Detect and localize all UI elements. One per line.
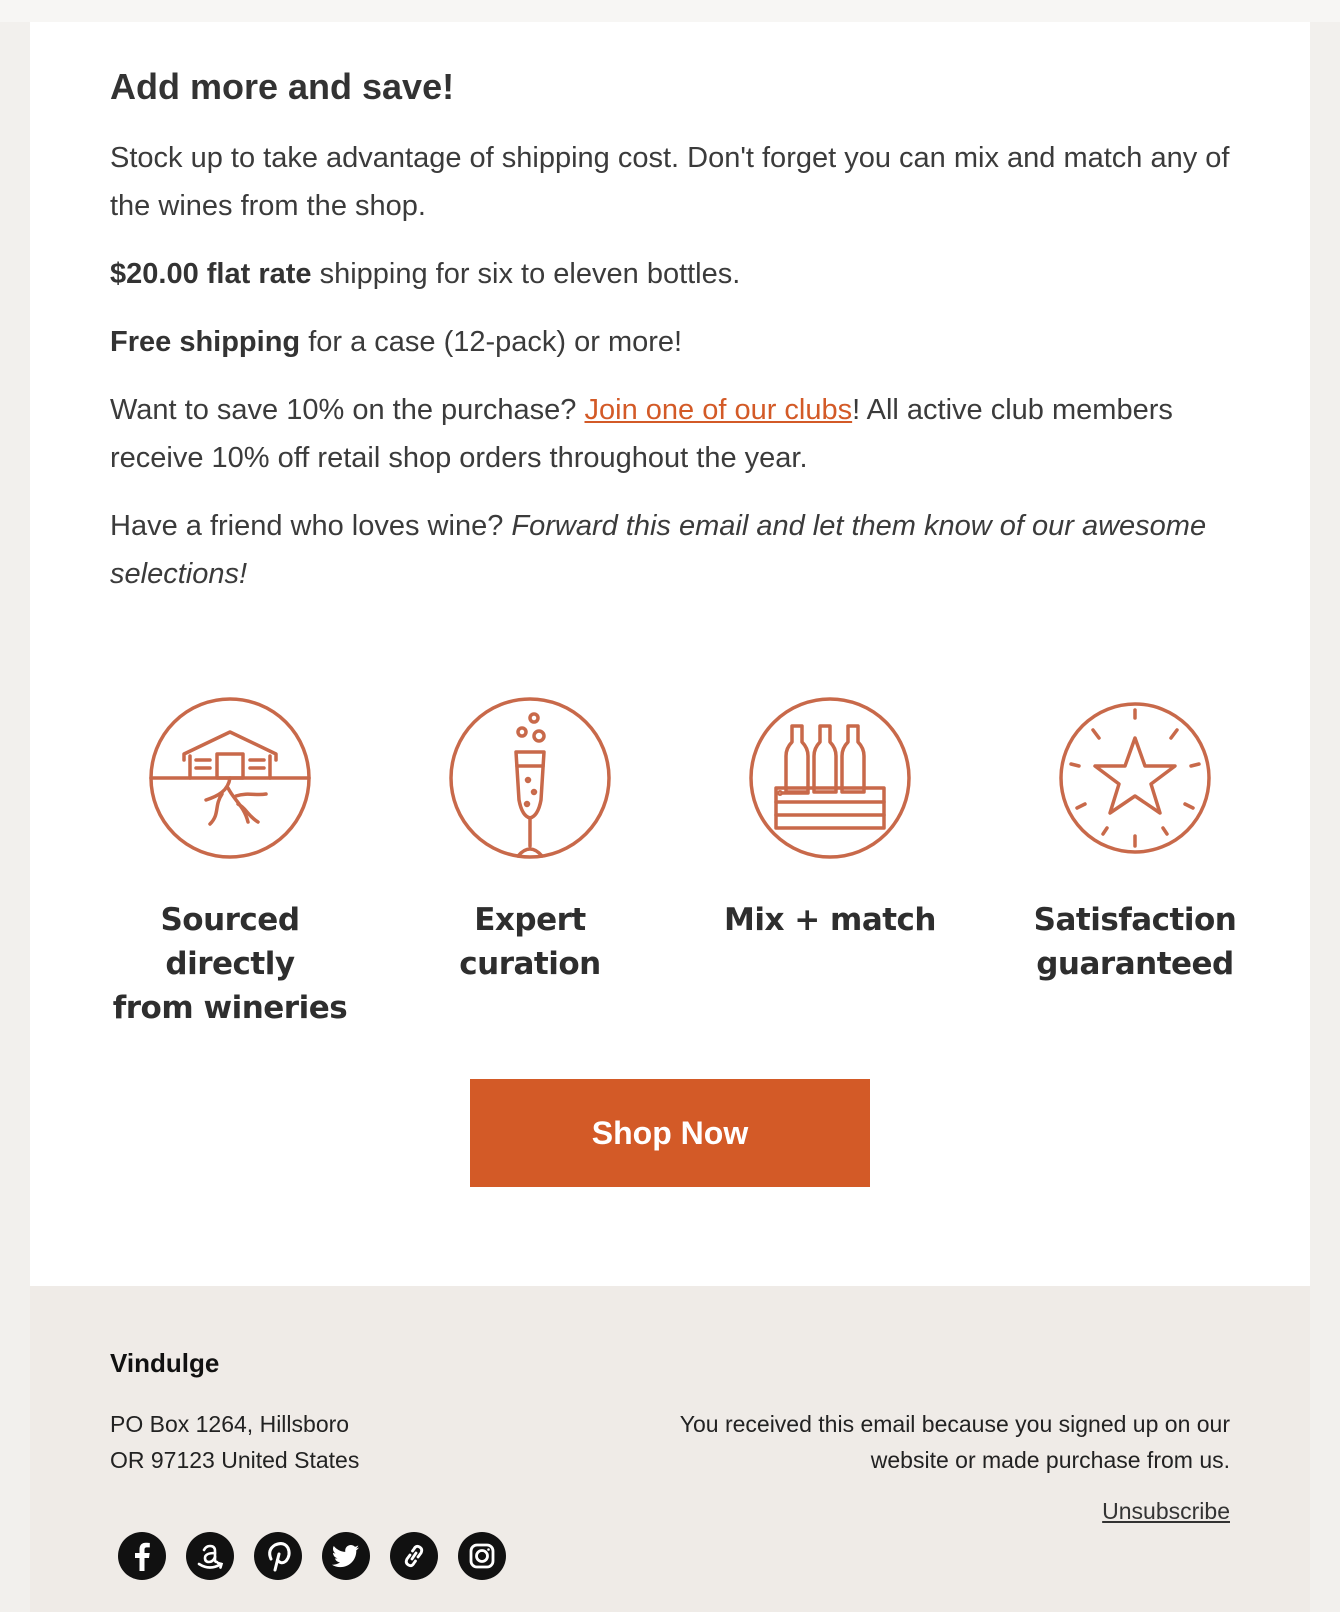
unsubscribe-link[interactable]: Unsubscribe	[1102, 1498, 1230, 1524]
amazon-icon[interactable]	[186, 1532, 234, 1580]
feature-label-line2: guaranteed	[1036, 946, 1234, 982]
clubs-post: ! All active club members receive 10% off retail shop orders throughout the year.	[110, 394, 1173, 474]
instagram-icon[interactable]	[458, 1532, 506, 1580]
flat-rate-text: shipping for six to eleven bottles.	[311, 258, 741, 290]
forward-pre: Have a friend who loves wine?	[110, 510, 512, 542]
feature-label	[410, 898, 650, 986]
winery-icon	[148, 696, 312, 860]
facebook-icon[interactable]	[118, 1532, 166, 1580]
address-line2: OR 97123 United States	[110, 1447, 360, 1473]
feature-guarantee	[1015, 696, 1255, 986]
feature-label	[110, 898, 350, 1030]
feature-label	[1015, 898, 1255, 986]
footer-brand: Vindulge	[110, 1348, 220, 1378]
champagne-icon	[448, 696, 612, 860]
address-line1: PO Box 1264, Hillsboro	[110, 1411, 350, 1437]
star-icon	[1053, 696, 1217, 860]
top-strip	[0, 0, 1340, 22]
footer	[30, 1286, 1310, 1612]
free-shipping-paragraph	[110, 318, 1230, 366]
feature-label-line1: Expert curation	[459, 902, 601, 982]
free-shipping-text: for a case (12-pack) or more!	[300, 326, 683, 358]
pinterest-icon[interactable]	[254, 1532, 302, 1580]
free-shipping-bold: Free shipping	[110, 326, 301, 358]
wine-crate-icon	[748, 696, 912, 860]
feature-label-line2: from wineries	[112, 990, 348, 1026]
footer-notice	[670, 1406, 1230, 1478]
clubs-pre: Want to save 10% on the purchase?	[110, 394, 585, 426]
feature-label-line1: Sourced directly	[160, 902, 300, 982]
notice-line2: website or made purchase from us.	[870, 1447, 1230, 1473]
feature-mix	[710, 696, 950, 942]
clubs-paragraph	[110, 386, 1230, 482]
email-card	[30, 22, 1310, 1286]
intro-paragraph: Stock up to take advantage of shipping cost. Don't forget you can mix and match any of the wines from the shop.	[110, 142, 1230, 222]
join-clubs-link[interactable]: Join one of our clubs	[584, 394, 853, 426]
twitter-icon[interactable]	[322, 1532, 370, 1580]
social-links	[118, 1532, 506, 1580]
link-icon[interactable]	[390, 1532, 438, 1580]
forward-italic: Forward this email and let them know of our awesome selections!	[110, 510, 1207, 590]
page-title: Add more and save!	[110, 66, 455, 107]
flat-rate-paragraph	[110, 250, 1230, 298]
feature-label-line1: Mix + match	[723, 902, 936, 938]
feature-sourced	[110, 696, 350, 1030]
feature-label-line1: Satisfaction	[1033, 902, 1237, 938]
shop-now-button[interactable]: Shop Now	[470, 1079, 870, 1187]
footer-address	[110, 1406, 359, 1478]
feature-curation	[410, 696, 650, 986]
notice-line1: You received this email because you signed up on our	[679, 1411, 1230, 1437]
feature-label	[710, 898, 950, 942]
features-row	[110, 696, 1237, 1026]
forward-paragraph	[110, 502, 1230, 598]
flat-rate-bold: $20.00 flat rate	[110, 258, 312, 290]
